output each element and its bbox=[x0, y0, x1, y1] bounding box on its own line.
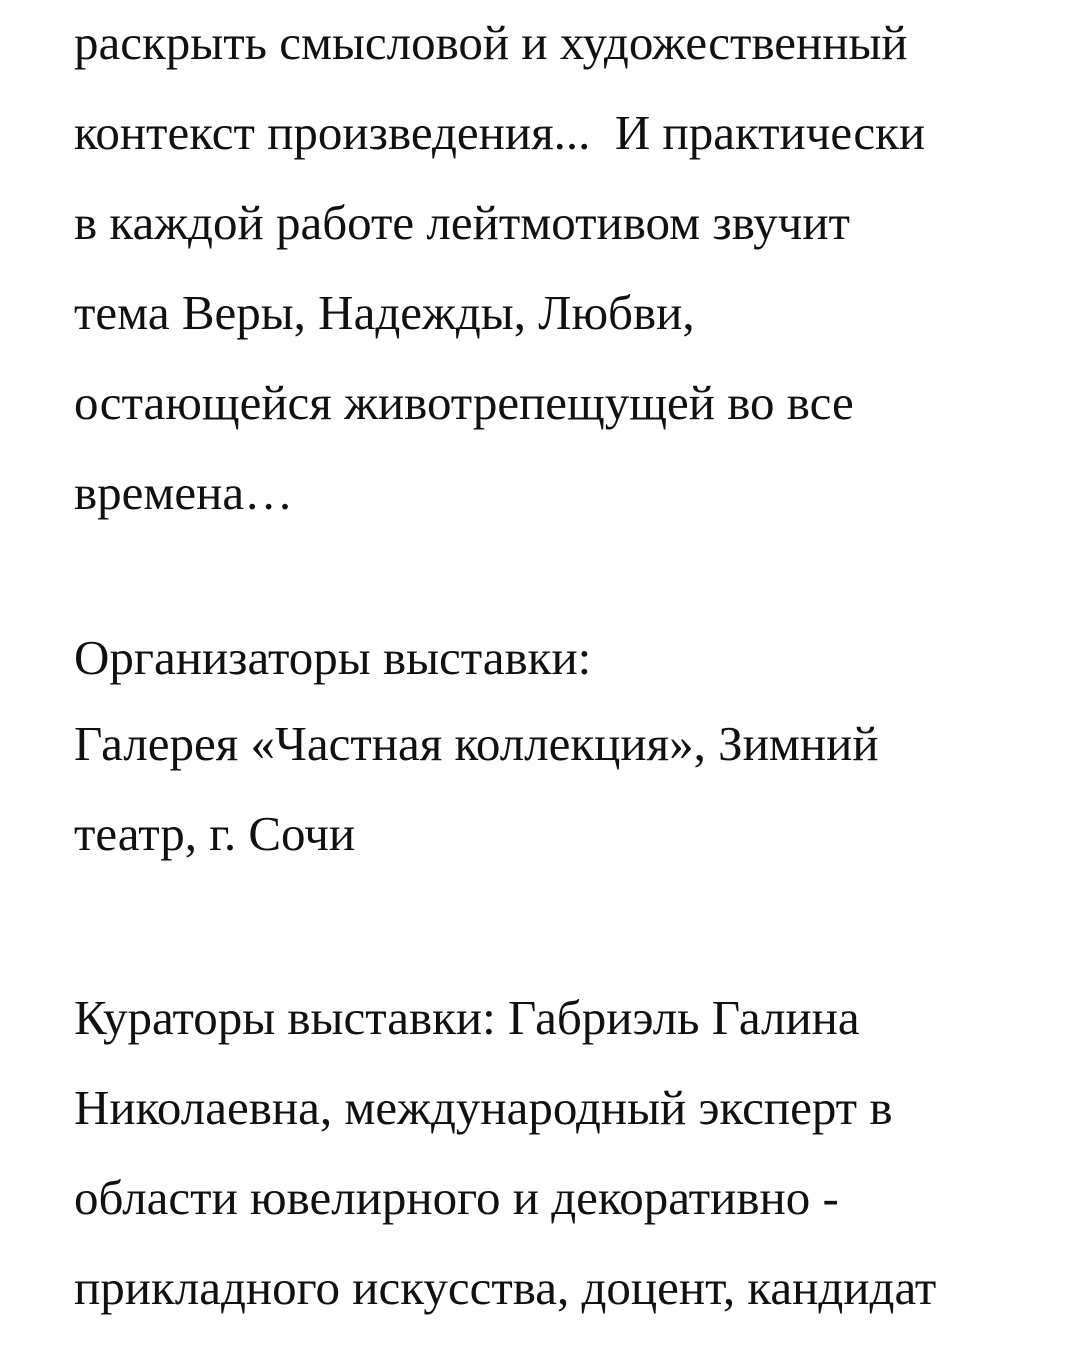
text-line: остающейся животрепещущей во все bbox=[74, 375, 854, 430]
text-line: контекст произведения... И практически bbox=[74, 105, 926, 160]
text-line: Кураторы выставки: Габриэль Галина bbox=[74, 990, 860, 1045]
text-line: раскрыть смысловой и художественный bbox=[74, 15, 908, 70]
organizers-heading: Организаторы выставки: bbox=[74, 630, 592, 685]
text-line: в каждой работе лейтмотивом звучит bbox=[74, 195, 850, 250]
text-line: времена… bbox=[74, 465, 294, 520]
text-line: Николаевна, международный эксперт в bbox=[74, 1080, 893, 1135]
intro-paragraph bbox=[74, 0, 1040, 538]
curators-paragraph bbox=[74, 973, 1040, 1333]
organizers-paragraph bbox=[74, 617, 1040, 879]
text-line: области ювелирного и декоративно - bbox=[74, 1170, 839, 1225]
text-line: тема Веры, Надежды, Любви, bbox=[74, 285, 695, 340]
text-line: театр, г. Сочи bbox=[74, 806, 356, 861]
text-line: Галерея «Частная коллекция», Зимний bbox=[74, 716, 879, 771]
text-line: прикладного искусства, доцент, кандидат bbox=[74, 1260, 937, 1315]
